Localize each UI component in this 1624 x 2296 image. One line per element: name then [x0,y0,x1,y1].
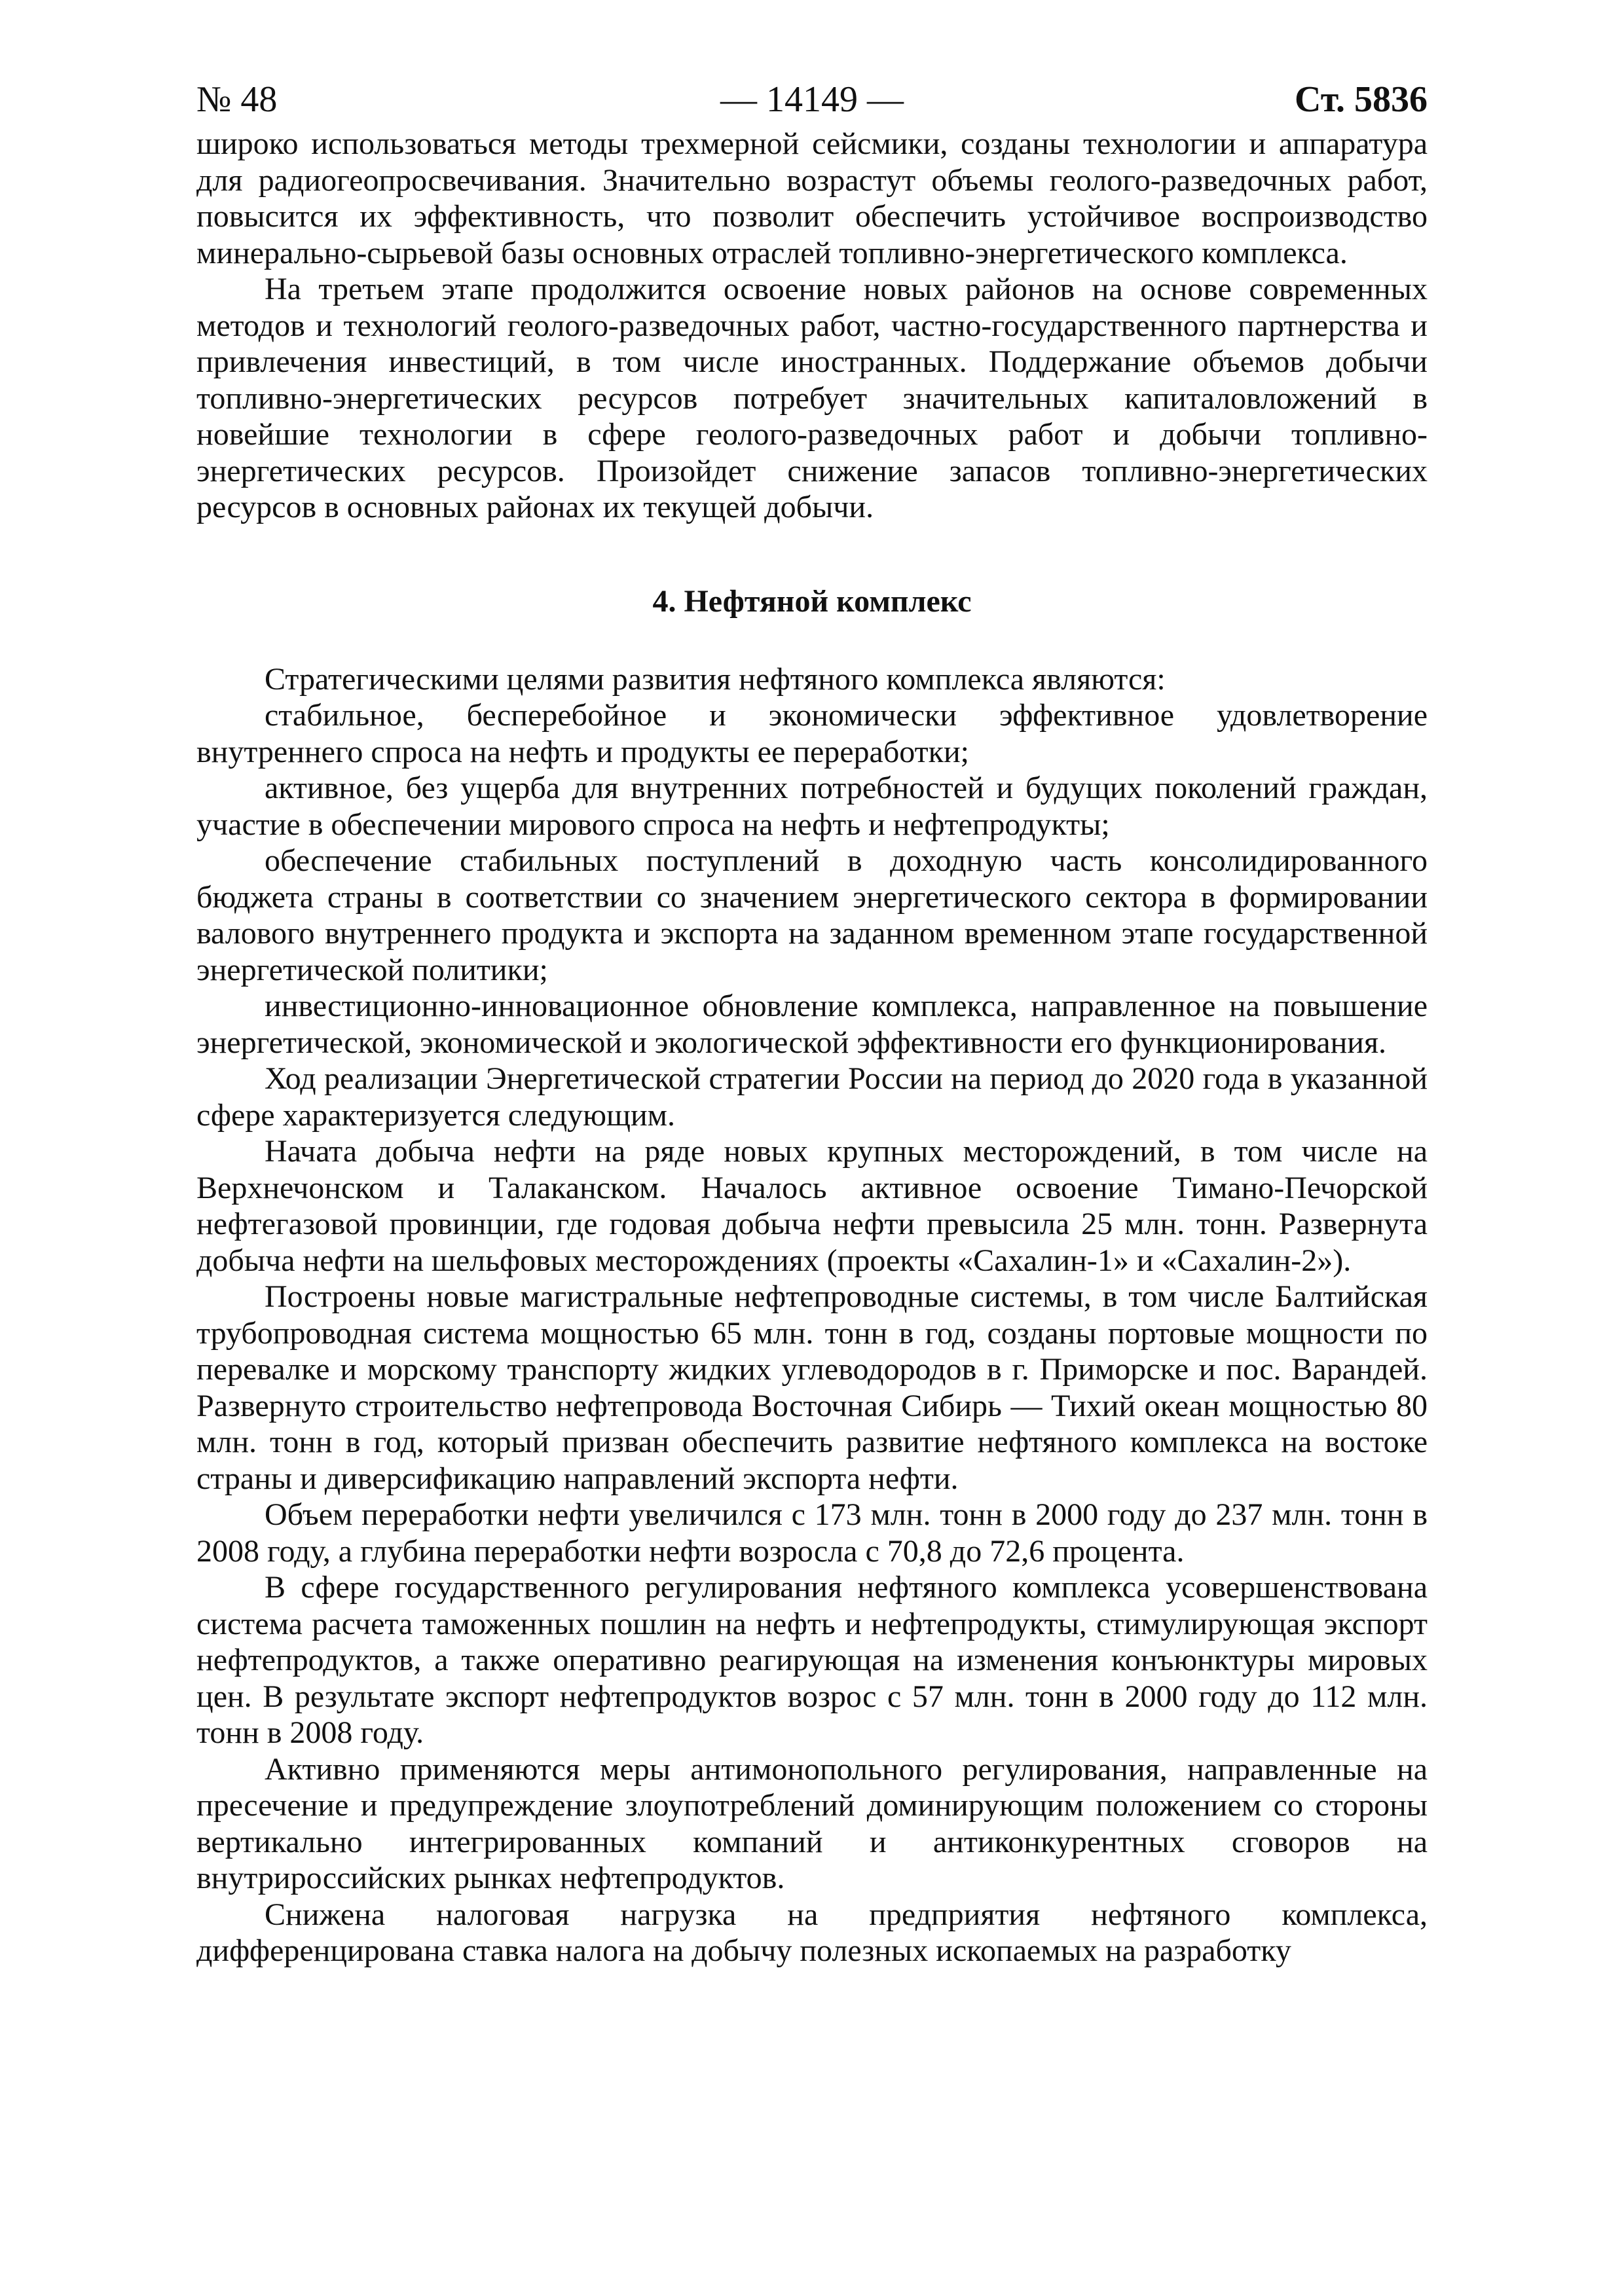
paragraph: Снижена налоговая нагрузка на предприятия нефтяного комплекса, дифференцирована ставка налога на добычу полезных ископаемых на разработку [196,1897,1428,1968]
paragraph: Начата добыча нефти на ряде новых крупных месторождений, в том числе на Верхнечонском и Талаканском. Началось активное освоение Тимано-Печорской нефтегазовой провинции, где годовая добыча нефти превысила 25 млн. тонн. Развернута добыча нефти на шельфовых месторождениях (проекты «Сахалин-1» и «Сахалин-2»). [196,1134,1428,1278]
paragraph: Активно применяются меры антимонопольного регулирования, направленные на пресечение и предупреждение злоупотреблений доминирующим положением со стороны вертикально интегрированных компаний и антиконкурентных сговоров на внутрироссийских рынках нефтепродуктов. [196,1751,1428,1895]
running-head [196,73,1428,126]
list-item: стабильное, бесперебойное и экономически эффективное удовлетворение внутреннего спроса на нефть и продукты ее переработки; [196,698,1428,769]
list-item: активное, без ущерба для внутренних потребностей и будущих поколений граждан, участие в обеспечении мирового спроса на нефть и нефтепродукты; [196,771,1428,842]
paragraph: В сфере государственного регулирования нефтяного комплекса усовершенствована система расчета таможенных пошлин на нефть и нефтепродукты, стимулирующая экспорт нефтепродуктов, а также оперативно реагирующая на изменения конъюнктуры мировых цен. В результате экспорт нефтепродуктов возрос с 57 млн. тонн в 2000 году до 112 млн. тонн в 2008 году. [196,1570,1428,1750]
list-item: инвестиционно-инновационное обновление комплекса, направленное на повышение энергетической, экономической и экологической эффективности его функционирования. [196,989,1428,1060]
paragraph: Ход реализации Энергетической стратегии России на период до 2020 года в указанной сфере характеризуется следующим. [196,1061,1428,1133]
article-number: Ст. 5836 [1295,79,1428,120]
document-page [196,73,1428,1969]
paragraph: На третьем этапе продолжится освоение новых районов на основе современных методов и технологий геолого-разведочных работ, частно-государственного партнерства и привлечения инвестиций, в том числе иностранных. Поддержание объемов добычи топливно-энергетических ресурсов потребует значительных капиталовложений в новейшие технологии в сфере геолого-разведочных работ и добычи топливно-энергетических ресурсов. Произойдет снижение запасов топливно-энергетических ресурсов в основных районах их текущей добычи. [196,272,1428,524]
page-number: — 14149 — [720,79,904,120]
body-text [196,126,1428,1969]
paragraph: Стратегическими целями развития нефтяного комплекса являются: [265,661,1166,697]
paragraph: Построены новые магистральные нефтепроводные системы, в том числе Балтийская трубопроводная система мощностью 65 млн. тонн в год, созданы портовые мощности по перевалке и морскому транспорту жидких углеводородов в г. Приморске и пос. Варандей. Развернуто строительство нефтепровода Восточная Сибирь — Тихий океан мощностью 80 млн. тонн в год, который призван обеспечить развитие нефтяного комплекса на востоке страны и диверсификацию направлений экспорта нефти. [196,1279,1428,1496]
paragraph: Объем переработки нефти увеличился с 173 млн. тонн в 2000 году до 237 млн. тонн в 2008 году, а глубина переработки нефти возросла с 70,8 до 72,6 процента. [196,1497,1428,1569]
issue-number: № 48 [196,79,278,120]
list-item: обеспечение стабильных поступлений в доходную часть консолидированного бюджета страны в соответствии со значением энергетического сектора в формировании валового внутреннего продукта и экспорта на заданном временном этапе государственной энергетической политики; [196,843,1428,987]
paragraph: широко использоваться методы трехмерной сейсмики, созданы технологии и аппаратура для радиогеопросвечивания. Значительно возрастут объемы геолого-разведочных работ, повысится их эффективность, что позволит обеспечить устойчивое воспроизводство минерально-сырьевой базы основных отраслей топливно-энергетического комплекса. [196,126,1428,270]
section-title: 4. Нефтяной комплекс [652,583,972,619]
